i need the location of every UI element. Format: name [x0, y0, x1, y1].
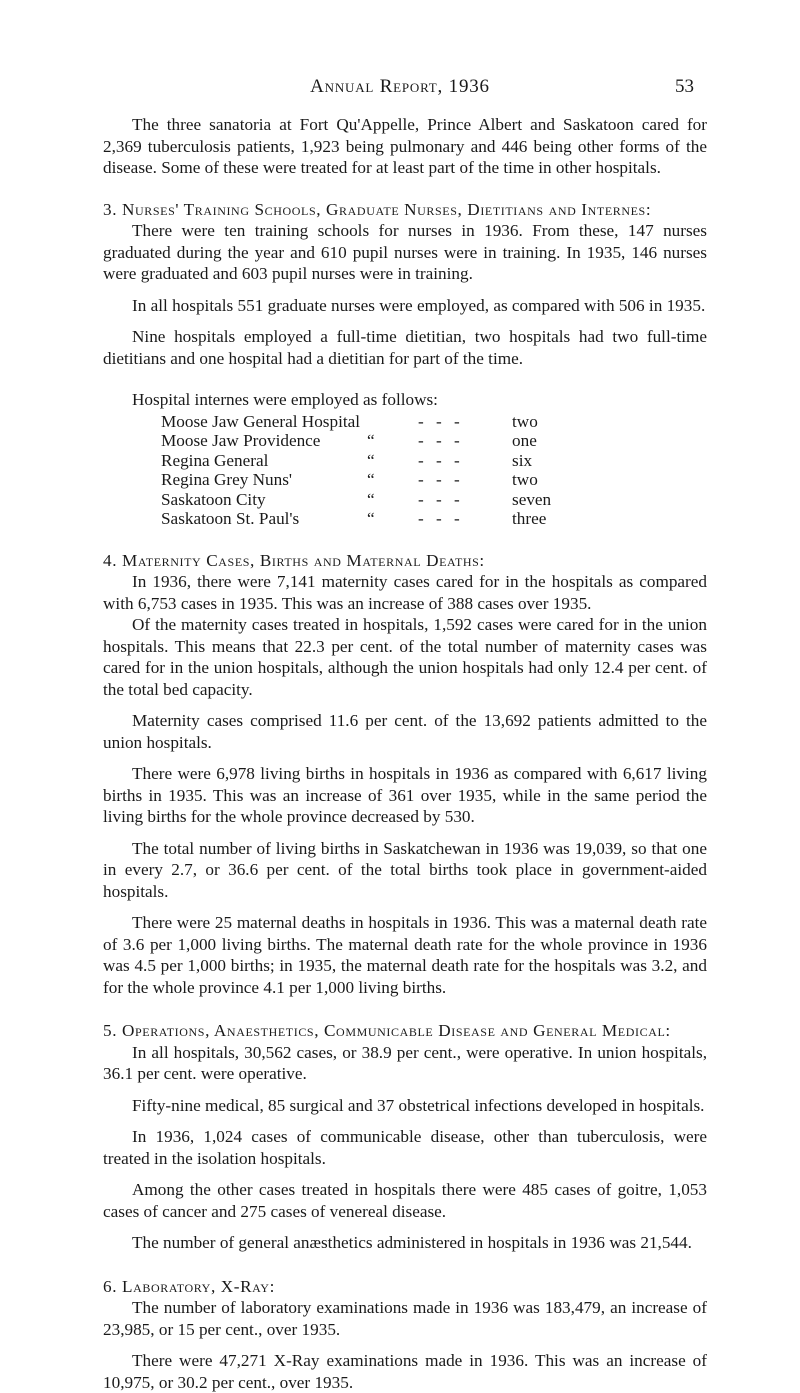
- leader-dashes: - - -: [418, 431, 464, 450]
- section-5-paragraph: Among the other cases treated in hospitals there were 485 cases of goitre, 1,053 cases of cancer and 275 cases of venereal disease.: [103, 1180, 707, 1221]
- ditto-mark: “: [367, 450, 375, 470]
- leader-dashes: - - -: [418, 489, 464, 509]
- section-5-heading: 5. Operations, Anaesthetics, Communicable Disease and General Medical:: [103, 1021, 671, 1040]
- section-4-paragraph: There were 6,978 living births in hospitals in 1936 as compared with 6,617 living births in 1935. This was an increase of 361 over 1935, while in the same period the living births for the whole province decreased by 530.: [103, 764, 707, 826]
- body-text: [103, 114, 707, 1393]
- leader-dashes: - - -: [418, 411, 464, 431]
- internes-row: [161, 469, 601, 489]
- internes-row: [161, 450, 601, 470]
- section-5-paragraph: In all hospitals, 30,562 cases, or 38.9 per cent., were operative. In union hospitals, 36.1 per cent. were operative.: [103, 1042, 707, 1083]
- section-6-paragraph: The number of laboratory examinations made in 1936 was 183,479, an increase of 23,985, or 15 per cent., over 1935.: [103, 1298, 707, 1339]
- internes-row: [161, 508, 601, 528]
- ditto-mark: “: [367, 509, 375, 528]
- leader-dashes: - - -: [418, 509, 464, 528]
- section-3-paragraph: Nine hospitals employed a full-time dietitian, two hospitals had two full-time dietitians and one hospital had a dietitian for part of the time.: [103, 327, 707, 368]
- section-4-paragraph: There were 25 maternal deaths in hospitals in 1936. This was a maternal death rate of 3.6 per 1,000 living births. The maternal death rate for the whole province in 1936 was 4.5 per 1,000 births; in 1935, the maternal death rate for the hospitals was 3.2, and for the whole province 4.1 per 1,000 living births.: [103, 913, 707, 997]
- section-3-heading: 3. Nurses' Training Schools, Graduate Nurses, Dietitians and Internes:: [103, 199, 652, 219]
- leader-dashes: - - -: [418, 470, 464, 489]
- internes-hospital: Moose Jaw General Hospital: [161, 411, 361, 431]
- internes-count: six: [512, 450, 533, 470]
- internes-hospital: Saskatoon St. Paul's: [161, 509, 300, 528]
- internes-count: two: [512, 470, 538, 489]
- section-5-paragraph: In 1936, 1,024 cases of communicable disease, other than tuberculosis, were treated in the isolation hospitals.: [103, 1127, 707, 1168]
- section-4-paragraph: Of the maternity cases treated in hospitals, 1,592 cases were cared for in the union hospitals. This means that 22.3 per cent. of the total number of maternity cases was cared for in the union hospitals, although the union hospitals had only 12.4 per cent. of the total bed capacity.: [103, 615, 707, 699]
- section-4-paragraph: Maternity cases comprised 11.6 per cent. of the 13,692 patients admitted to the union hospitals.: [103, 711, 707, 752]
- internes-hospital: Regina Grey Nuns': [161, 470, 293, 489]
- internes-row: [161, 411, 601, 431]
- internes-hospital: Moose Jaw Providence: [161, 431, 321, 450]
- section-5-paragraph: The number of general anæsthetics administered in hospitals in 1936 was 21,544.: [132, 1233, 692, 1252]
- section-4-paragraph: The total number of living births in Saskatchewan in 1936 was 19,039, so that one in every 2.7, or 36.6 per cent. of the total births took place in government-aided hospitals.: [103, 838, 707, 901]
- ditto-mark: “: [367, 489, 375, 509]
- section-3-paragraph: In all hospitals 551 graduate nurses were employed, as compared with 506 in 1935.: [132, 295, 706, 315]
- internes-hospital: Regina General: [161, 450, 269, 470]
- internes-row: [161, 489, 601, 509]
- intro-paragraph: The three sanatoria at Fort Qu'Appelle, Prince Albert and Saskatoon cared for 2,369 tuberculosis patients, 1,923 being pulmonary and 446 being other forms of the disease. Some of these were treated for at least part of the time in other hospitals.: [103, 115, 707, 177]
- internes-count: seven: [512, 489, 552, 509]
- ditto-mark: “: [367, 470, 375, 489]
- section-4-heading: 4. Maternity Cases, Births and Maternal Deaths:: [103, 550, 485, 570]
- leader-dashes: - - -: [418, 450, 464, 470]
- internes-row: [161, 430, 601, 450]
- internes-block: [103, 389, 707, 528]
- section-3-paragraph: There were ten training schools for nurses in 1936. From these, 147 nurses graduated during the year and 610 pupil nurses were in training. In 1935, 146 nurses were graduated and 603 pupil nurses were in training.: [103, 221, 707, 283]
- internes-count: two: [512, 411, 538, 431]
- ditto-mark: “: [367, 431, 375, 450]
- section-6-heading: 6. Laboratory, X-Ray:: [103, 1276, 275, 1296]
- internes-count: three: [512, 509, 547, 528]
- section-6-paragraph: There were 47,271 X-Ray examinations made in 1936. This was an increase of 10,975, or 30.2 per cent., over 1935.: [103, 1351, 707, 1392]
- internes-list: [161, 411, 601, 528]
- internes-count: one: [512, 431, 537, 450]
- section-4-paragraph: In 1936, there were 7,141 maternity cases cared for in the hospitals as compared with 6,753 cases in 1935. This was an increase of 388 cases over 1935.: [103, 572, 707, 613]
- page-number: 53: [675, 76, 694, 97]
- internes-hospital: Saskatoon City: [161, 489, 266, 509]
- internes-intro: Hospital internes were employed as follows:: [132, 390, 438, 409]
- section-5-paragraph: Fifty-nine medical, 85 surgical and 37 obstetrical infections developed in hospitals.: [132, 1095, 705, 1115]
- running-head: [0, 76, 800, 100]
- running-title: Annual Report, 1936: [310, 76, 490, 97]
